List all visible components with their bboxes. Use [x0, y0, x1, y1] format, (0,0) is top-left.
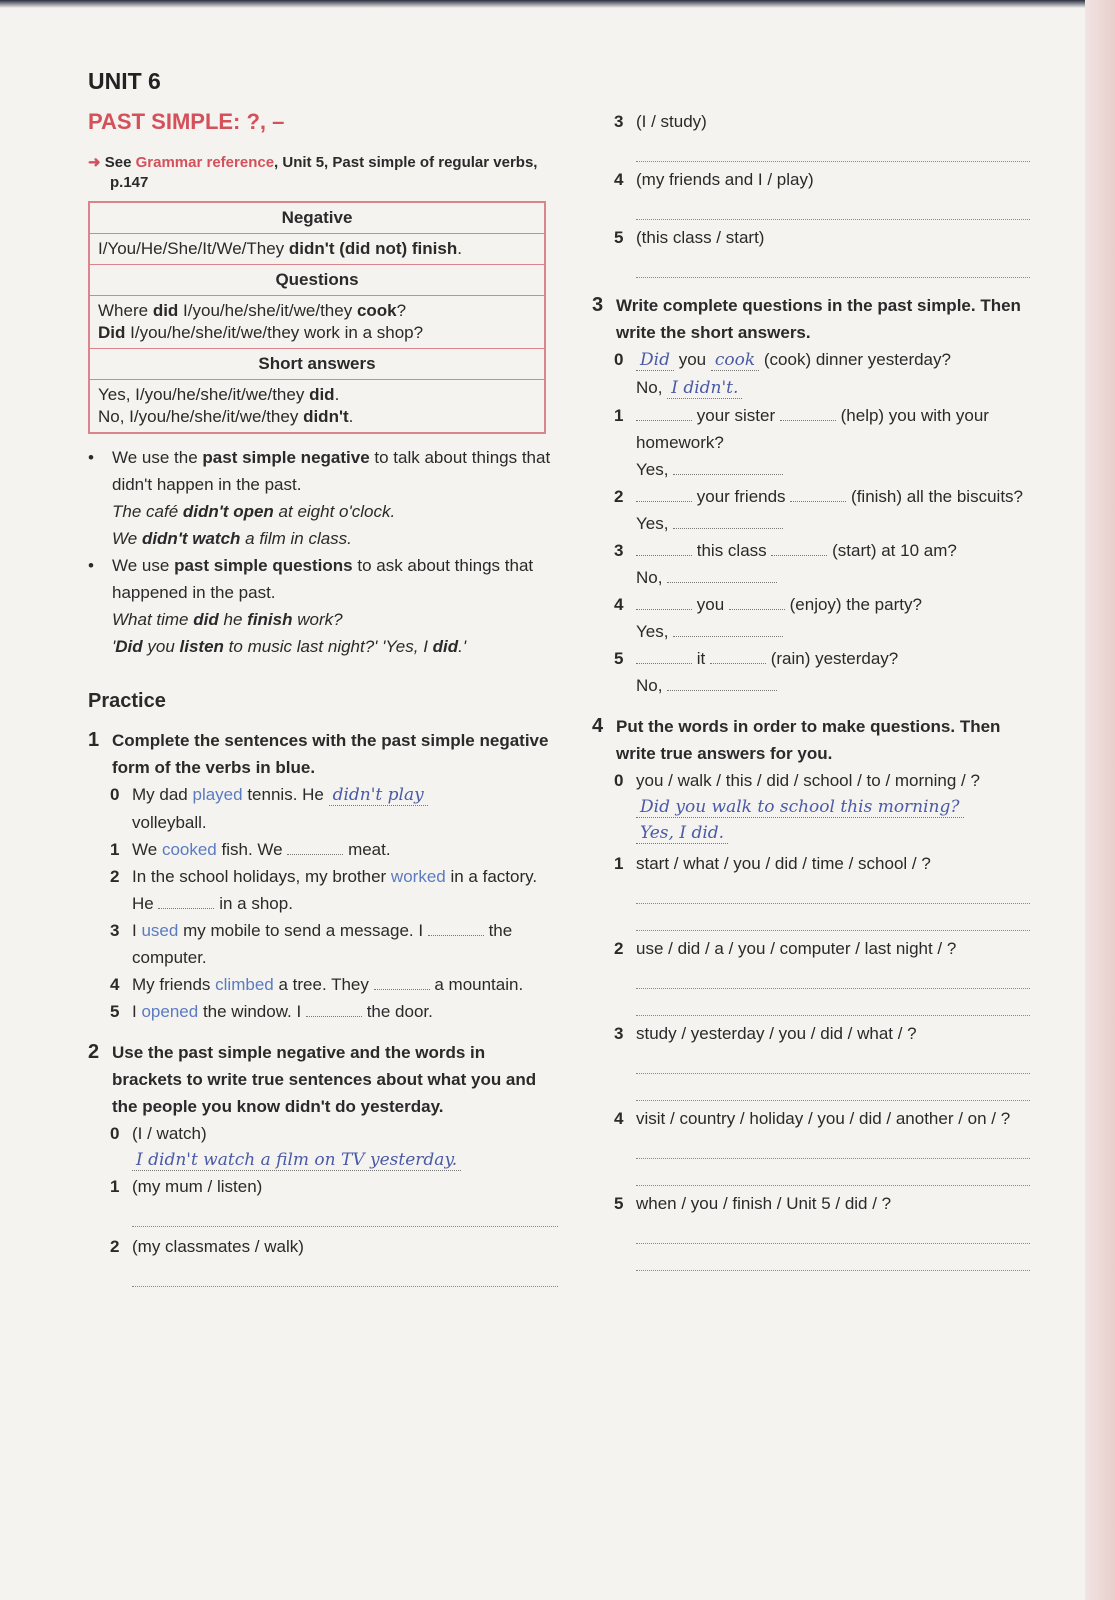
answer-blank[interactable]	[667, 568, 777, 583]
exercise-item: 5 it (rain) yesterday?	[614, 649, 899, 668]
exercise-item: 1 start / what / you / did / time / school / ?	[614, 854, 931, 873]
exercise-3-instruction: 3 Write complete questions in the past simple. Then write the short answers.	[592, 294, 1021, 342]
exercise-item: 3 (I / study)	[614, 112, 707, 131]
answer-blank[interactable]	[636, 406, 692, 421]
answer-blank[interactable]	[158, 894, 214, 909]
answer-blank[interactable]	[306, 1002, 362, 1017]
exercise-item: 0 Did you cook (cook) dinner yesterday?	[614, 350, 951, 370]
answer-line[interactable]	[636, 877, 1030, 904]
exercise-item: 5 when / you / finish / Unit 5 / did / ?	[614, 1194, 892, 1213]
example-sentence: What time did he finish work?	[112, 610, 343, 629]
answer-line[interactable]	[636, 251, 1030, 278]
exercise-item: 4 you (enjoy) the party?	[614, 595, 922, 614]
exercise-item: 5 I opened the window. I the door.	[110, 1002, 433, 1021]
exercise-item: 0 My dad played tennis. He didn't play volleyball.	[88, 781, 558, 836]
answer-blank[interactable]	[771, 541, 827, 556]
exercise-item: 1 your sister (help) you with your homework?	[614, 406, 989, 452]
exercise-item: 4 (my friends and I / play)	[614, 170, 814, 189]
handwritten-answer: Did you walk to school this morning?	[636, 797, 964, 818]
table-row: Yes, I/you/he/she/it/we/they did. No, I/you/he/she/it/we/they didn't.	[89, 380, 545, 434]
answer-line[interactable]	[636, 989, 1030, 1016]
exercise-1-instruction: 1 Complete the sentences with the past simple negative form of the verbs in blue.	[88, 729, 549, 777]
answer-line[interactable]	[132, 1200, 558, 1227]
list-item: • We use the past simple negative to talk about things that didn't happen in the past.	[88, 444, 558, 498]
example-sentence: The café didn't open at eight o'clock.	[112, 502, 396, 521]
answer-line[interactable]	[132, 1260, 558, 1287]
grammar-reference-note: ➜ See Grammar reference, Unit 5, Past simple of regular verbs, p.147	[88, 154, 538, 191]
table-heading-questions: Questions	[89, 265, 545, 296]
example-sentence: We didn't watch a film in class.	[112, 529, 352, 548]
table-row: I/You/He/She/It/We/They didn't (did not) finish.	[89, 234, 545, 265]
arrow-right-icon: ➜	[88, 154, 101, 171]
grammar-reference-link[interactable]: Grammar reference	[135, 154, 275, 171]
answer-blank[interactable]	[790, 487, 846, 502]
answer-blank[interactable]	[673, 622, 783, 637]
list-item: • We use past simple questions to ask about things that happened in the past.	[88, 552, 558, 606]
table-heading-short-answers: Short answers	[89, 349, 545, 380]
handwritten-answer: Yes, I did.	[636, 823, 728, 844]
answer-blank[interactable]	[729, 595, 785, 610]
exercise-item: 0 (I / watch)	[110, 1124, 207, 1143]
answer-blank[interactable]	[374, 975, 430, 990]
answer-line[interactable]	[636, 1244, 1030, 1271]
answer-line[interactable]	[636, 1132, 1030, 1159]
exercise-item: 3 I used my mobile to send a message. I the computer.	[110, 921, 513, 967]
answer-blank[interactable]	[636, 541, 692, 556]
answer-line[interactable]	[636, 1047, 1030, 1074]
exercise-item: 4 visit / country / holiday / you / did / another / on / ?	[614, 1109, 1011, 1128]
exercise-item: 1 We cooked fish. We meat.	[110, 840, 391, 859]
handwritten-answer: Did	[636, 350, 674, 371]
answer-blank[interactable]	[667, 676, 777, 691]
exercise-item: 5 (this class / start)	[614, 228, 765, 247]
exercise-item: 2 (my classmates / walk)	[110, 1237, 304, 1256]
exercise-2-instruction: 2 Use the past simple negative and the words in brackets to write true sentences about what you and the people you know didn't do yesterday.	[88, 1041, 537, 1116]
answer-blank[interactable]	[287, 840, 343, 855]
answer-blank[interactable]	[428, 921, 484, 936]
exercise-4-instruction: 4 Put the words in order to make questions. Then write true answers for you.	[592, 715, 1001, 763]
answer-line[interactable]	[636, 135, 1030, 162]
handwritten-answer: I didn't.	[667, 378, 742, 399]
exercise-item: 4 My friends climbed a tree. They a mountain.	[110, 975, 524, 994]
page-right-edge	[1085, 0, 1115, 1600]
exercise-item: 3 study / yesterday / you / did / what / ?	[614, 1024, 917, 1043]
answer-line[interactable]	[636, 1074, 1030, 1101]
exercise-item: 3 this class (start) at 10 am?	[614, 541, 957, 560]
answer-line[interactable]	[636, 1159, 1030, 1186]
answer-line[interactable]	[636, 962, 1030, 989]
exercise-item: 2 your friends (finish) all the biscuits?	[614, 487, 1023, 506]
handwritten-answer: I didn't watch a film on TV yesterday.	[132, 1150, 461, 1171]
answer-blank[interactable]	[673, 460, 783, 475]
answer-line[interactable]	[636, 1217, 1030, 1244]
handwritten-answer: cook	[711, 350, 759, 371]
exercise-item: 0 you / walk / this / did / school / to / morning / ?	[614, 771, 980, 790]
table-row: Where did I/you/he/she/it/we/they cook? Did I/you/he/she/it/we/they work in a shop?	[89, 296, 545, 349]
exercise-item: 1 (my mum / listen)	[110, 1177, 263, 1196]
left-column	[88, 60, 558, 1287]
grammar-table	[88, 201, 546, 434]
answer-blank[interactable]	[780, 406, 836, 421]
right-column: 3 (I / study) 4 (my friends and I / play) 5 (this class / start) 3 Write complete questions in the past simple. Then write the short answers. 0 Did you cook (cook) dinner yesterday? No, I didn't. 1 your sister (help) you with your homework? Yes, 2 your friends (finish) all the biscuits? Yes, 3 this class (start) at 10 am? No, 4 you (enjoy) the party? Yes, 5 it (rain) yesterday? No, 4 Put the words in order to make questions. Then write true answers for you. 0 you / walk / this / did / school / to / morning / ? Did you walk to school this morning? Yes, I did. 1 start / what / you / did / time / school / ? 2 use / did / a / you / computer / last night / ? 3 study / yesterday / you / did / what / ? 4 visit / country / holiday / you / did / another / on / ? 5 when / you / finish / Unit 5 / did / ?	[592, 108, 1030, 1271]
answer-blank[interactable]	[673, 514, 783, 529]
example-sentence: 'Did you listen to music last night?' 'Yes, I did.'	[112, 637, 467, 656]
exercise-item: 2 use / did / a / you / computer / last night / ?	[614, 939, 957, 958]
usage-notes	[88, 444, 558, 660]
table-heading-negative: Negative	[89, 202, 545, 234]
page-title: PAST SIMPLE: ?, –	[88, 109, 285, 134]
unit-heading: UNIT 6	[88, 68, 161, 94]
answer-line[interactable]	[636, 904, 1030, 931]
page-top-edge	[0, 0, 1115, 8]
handwritten-answer: didn't play	[329, 785, 428, 806]
answer-blank[interactable]	[636, 487, 692, 502]
answer-blank[interactable]	[710, 649, 766, 664]
exercise-item: 2 In the school holidays, my brother worked in a factory. He in a shop.	[110, 867, 538, 913]
bullet-icon: •	[88, 556, 94, 575]
practice-heading: Practice	[88, 690, 166, 712]
answer-line[interactable]	[636, 193, 1030, 220]
bullet-icon: •	[88, 448, 94, 467]
answer-blank[interactable]	[636, 595, 692, 610]
answer-blank[interactable]	[636, 649, 692, 664]
